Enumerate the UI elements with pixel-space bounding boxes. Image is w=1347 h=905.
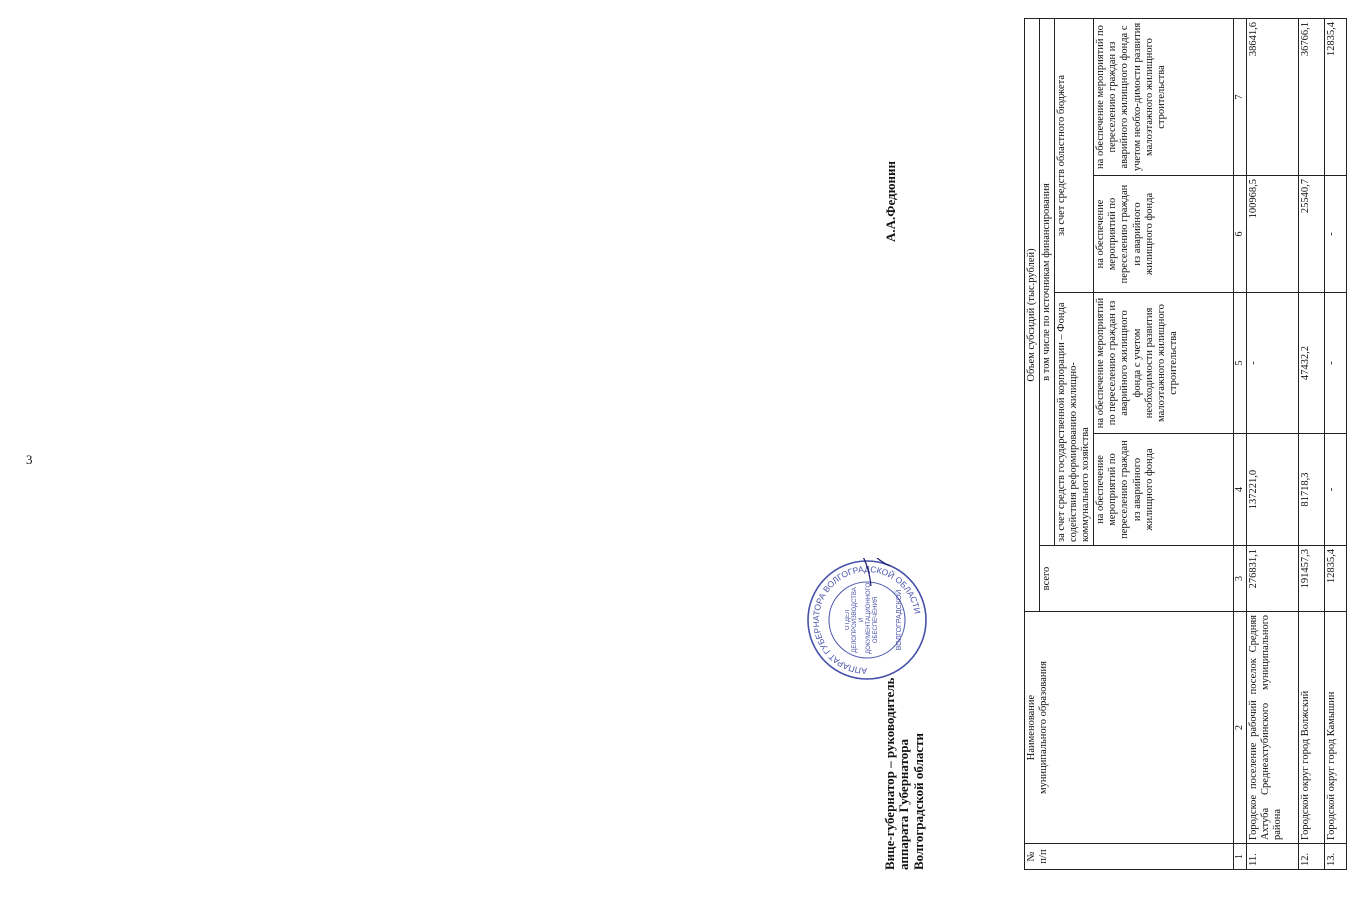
stamp-ring-text: АППАРАТ ГУБЕРНАТОРА ВОЛГОГРАДСКОЙ ОБЛАСТИ xyxy=(810,563,923,677)
column-numbers-row xyxy=(1234,19,1247,870)
signatory-name: А.А.Федюнин xyxy=(883,160,898,242)
signature-block xyxy=(810,19,1003,870)
row-value: - xyxy=(1324,434,1346,546)
header-total: всего xyxy=(1040,546,1234,612)
header-reg-resettle: на обеспечение мероприятий по переселению граждан из аварийного жилищного фонда xyxy=(1094,176,1234,293)
page-number: 3 xyxy=(26,452,33,467)
col-number: 2 xyxy=(1234,612,1247,844)
col-number: 4 xyxy=(1234,434,1247,546)
header-num: № п/п xyxy=(1025,844,1234,870)
row-total: 276831,1 xyxy=(1246,546,1298,612)
row-value: 47432,2 xyxy=(1298,293,1324,434)
header-volume: Объем субсидий (тыс.рублей) xyxy=(1025,19,1040,612)
row-value: 137221,0 xyxy=(1246,434,1298,546)
table-row xyxy=(1324,19,1346,870)
row-value: 81718,3 xyxy=(1298,434,1324,546)
header-row xyxy=(1025,19,1040,870)
row-value: - xyxy=(1324,293,1346,434)
row-name: Городское поселение рабочий поселок Средняя Ахтуба Среднеахтубинского муниципального района xyxy=(1246,612,1298,844)
row-name: Городской округ город Волжский xyxy=(1298,612,1324,844)
header-fund-lowrise: на обеспечение мероприятий по переселению граждан из аварийного жилищного фонда с учетом необходимости развития малоэтажного жилищного строительства xyxy=(1094,293,1234,434)
row-value: - xyxy=(1246,293,1298,434)
header-regional: за счет средств областного бюджета xyxy=(1055,19,1094,293)
subsidy-table xyxy=(1024,18,1347,870)
row-value: - xyxy=(1324,176,1346,293)
row-num: 12. xyxy=(1298,844,1324,870)
row-value: 36766,1 xyxy=(1298,19,1324,176)
signatory-title: Вице-губернатор – руководитель аппарата Губернатора Волгоградской области xyxy=(882,677,926,870)
row-value: 25540,7 xyxy=(1298,176,1324,293)
header-fund: за счет средств государственной корпорации – Фонда содействия реформированию жилищно-коммунального хозяйства xyxy=(1055,293,1094,546)
stamp-center-text: ОТДЕЛ ДЕЛОПРОИЗВОДСТВА И ДОКУМЕНТАЦИОННОГО ОБЕСПЕЧЕНИЯ xyxy=(845,582,879,654)
header-fund-resettle: на обеспечение мероприятий по переселению граждан из аварийного жилищного фонда xyxy=(1094,434,1234,546)
table-row xyxy=(1246,19,1298,870)
col-number: 5 xyxy=(1234,293,1247,434)
stamp-bottom-text: ВОЛГОГРАДСКОЙ xyxy=(896,589,903,651)
header-reg-lowrise: на обеспечение мероприятий по переселению граждан из аварийного жилищного фонда с учетом необхо-димости развития малоэтажного жилищного строительства xyxy=(1094,19,1234,176)
row-num: 11. xyxy=(1246,844,1298,870)
row-name: Городской округ город Камышин xyxy=(1324,612,1346,844)
official-stamp xyxy=(805,558,929,682)
header-incl: в том числе по источникам финансирования xyxy=(1040,19,1055,546)
header-name: Наименование муниципального образования xyxy=(1025,612,1234,844)
col-number: 7 xyxy=(1234,19,1247,176)
row-value: 100968,5 xyxy=(1246,176,1298,293)
table-row xyxy=(1298,19,1324,870)
row-value: 12835,4 xyxy=(1324,19,1346,176)
rotated-page xyxy=(640,0,1337,905)
col-number: 3 xyxy=(1234,546,1247,612)
row-total: 12835,4 xyxy=(1324,546,1346,612)
row-total: 191457,3 xyxy=(1298,546,1324,612)
row-value: 38641,6 xyxy=(1246,19,1298,176)
col-number: 1 xyxy=(1234,844,1247,870)
col-number: 6 xyxy=(1234,176,1247,293)
row-num: 13. xyxy=(1324,844,1346,870)
